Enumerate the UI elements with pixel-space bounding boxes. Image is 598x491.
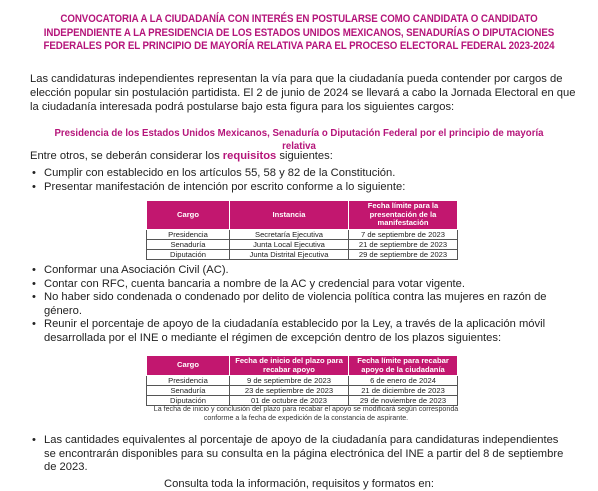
table-cell: 29 de septiembre de 2023 [349, 249, 458, 259]
table-cell: Diputación [147, 249, 230, 259]
footer-consult-text: Consulta toda la información, requisitos y formatos en: [164, 478, 434, 490]
table-cell: Diputación [147, 396, 230, 406]
table-row [147, 249, 458, 259]
table-cell: 9 de septiembre de 2023 [230, 376, 349, 386]
table-row [147, 386, 458, 396]
table-header: Fecha límite para la presentación de la manifestación [349, 201, 458, 230]
list-item: • No haber sido condenada o condenado por delito de violencia política contra las mujeres en razón de género. [30, 291, 570, 318]
requirements-list-a [30, 167, 570, 194]
list-item: • Reunir el porcentaje de apoyo de la ciudadanía establecido por la Ley, a través de la aplicación móvil desarrollada por el INE o mediante el régimen de excepción dentro de los plazos siguientes: [30, 318, 570, 345]
table-cell: 6 de enero de 2024 [349, 376, 458, 386]
list-item: • Contar con RFC, cuenta bancaria a nombre de la AC y credencial para votar vigente. [30, 278, 570, 292]
list-item: • Las cantidades equivalentes al porcentaje de apoyo de la ciudadanía para candidaturas independientes se encontrarán disponibles para su consulta en la página electrónica del INE a partir del 8 de septiembre de 2023. [30, 434, 570, 475]
list-item: • Presentar manifestación de intención por escrito conforme a lo siguiente: [30, 181, 570, 195]
offices-subheading: Presidencia de los Estados Unidos Mexicanos, Senaduría o Diputación Federal por el principio de mayoría relativa [54, 127, 544, 152]
table-cell: Junta Distrital Ejecutiva [230, 249, 349, 259]
requisitos-link[interactable]: requisitos [222, 150, 277, 162]
table-header: Fecha de inicio del plazo para recabar apoyo [230, 356, 349, 376]
cropped-top-text [0, 0, 598, 4]
table-cell: Senaduría [147, 239, 230, 249]
table-header: Cargo [147, 356, 230, 376]
page-title: CONVOCATORIA A LA CIUDADANÍA CON INTERÉS EN POSTULARSE COMO CANDIDATA O CANDIDATO INDEPENDIENTE A LA PRESIDENCIA DE LOS ESTADOS UNIDOS MEXICANOS, SENADURÍAS O DIPUTACIONES FEDERALES POR EL PRINCIPIO DE MAYORÍA RELATIVA PARA EL PROCESO ELECTORAL FEDERAL 2023-2024 [43, 13, 555, 52]
table-row [147, 376, 458, 386]
table-header: Cargo [147, 201, 230, 230]
requirements-list-c [30, 434, 570, 475]
list-item: • Conformar una Asociación Civil (AC). [30, 264, 570, 278]
table-cell: Secretaría Ejecutiva [230, 229, 349, 239]
table-header: Instancia [230, 201, 349, 230]
table-cell: 21 de septiembre de 2023 [349, 239, 458, 249]
table-footnote: La fecha de inicio y conclusión del plazo para recabar el apoyo se modificará según corresponda conforme a la fecha de expedición de la constancia de aspirante. [153, 405, 459, 422]
requirements-list-b [30, 264, 570, 346]
intro-paragraph: Las candidaturas independientes representan la vía para que la ciudadanía pueda contender por cargos de elección popular sin postulación partidista. El 2 de junio de 2024 se llevará a cabo la Jornada Electoral en que la ciudadanía interesada podrá postularse bajo esta figura para los siguientes cargos: [30, 73, 576, 113]
table-cell: Presidencia [147, 229, 230, 239]
table-cell: 01 de octubre de 2023 [230, 396, 349, 406]
manifestation-deadline-table [146, 200, 458, 260]
requisitos-suffix: siguientes: [276, 150, 333, 162]
table-cell: 21 de diciembre de 2023 [349, 386, 458, 396]
table-cell: Junta Local Ejecutiva [230, 239, 349, 249]
support-period-table [146, 355, 458, 406]
table-cell: 29 de noviembre de 2023 [349, 396, 458, 406]
requisitos-prefix: Entre otros, se deberán considerar los [30, 150, 223, 162]
table-cell: Presidencia [147, 376, 230, 386]
table-cell: Senaduría [147, 386, 230, 396]
table-cell: 23 de septiembre de 2023 [230, 386, 349, 396]
table-header: Fecha límite para recabar apoyo de la ciudadanía [349, 356, 458, 376]
table-row [147, 229, 458, 239]
requisitos-intro [30, 149, 578, 163]
table-row [147, 239, 458, 249]
table-cell: 7 de septiembre de 2023 [349, 229, 458, 239]
list-item: • Cumplir con establecido en los artículos 55, 58 y 82 de la Constitución. [30, 167, 570, 181]
